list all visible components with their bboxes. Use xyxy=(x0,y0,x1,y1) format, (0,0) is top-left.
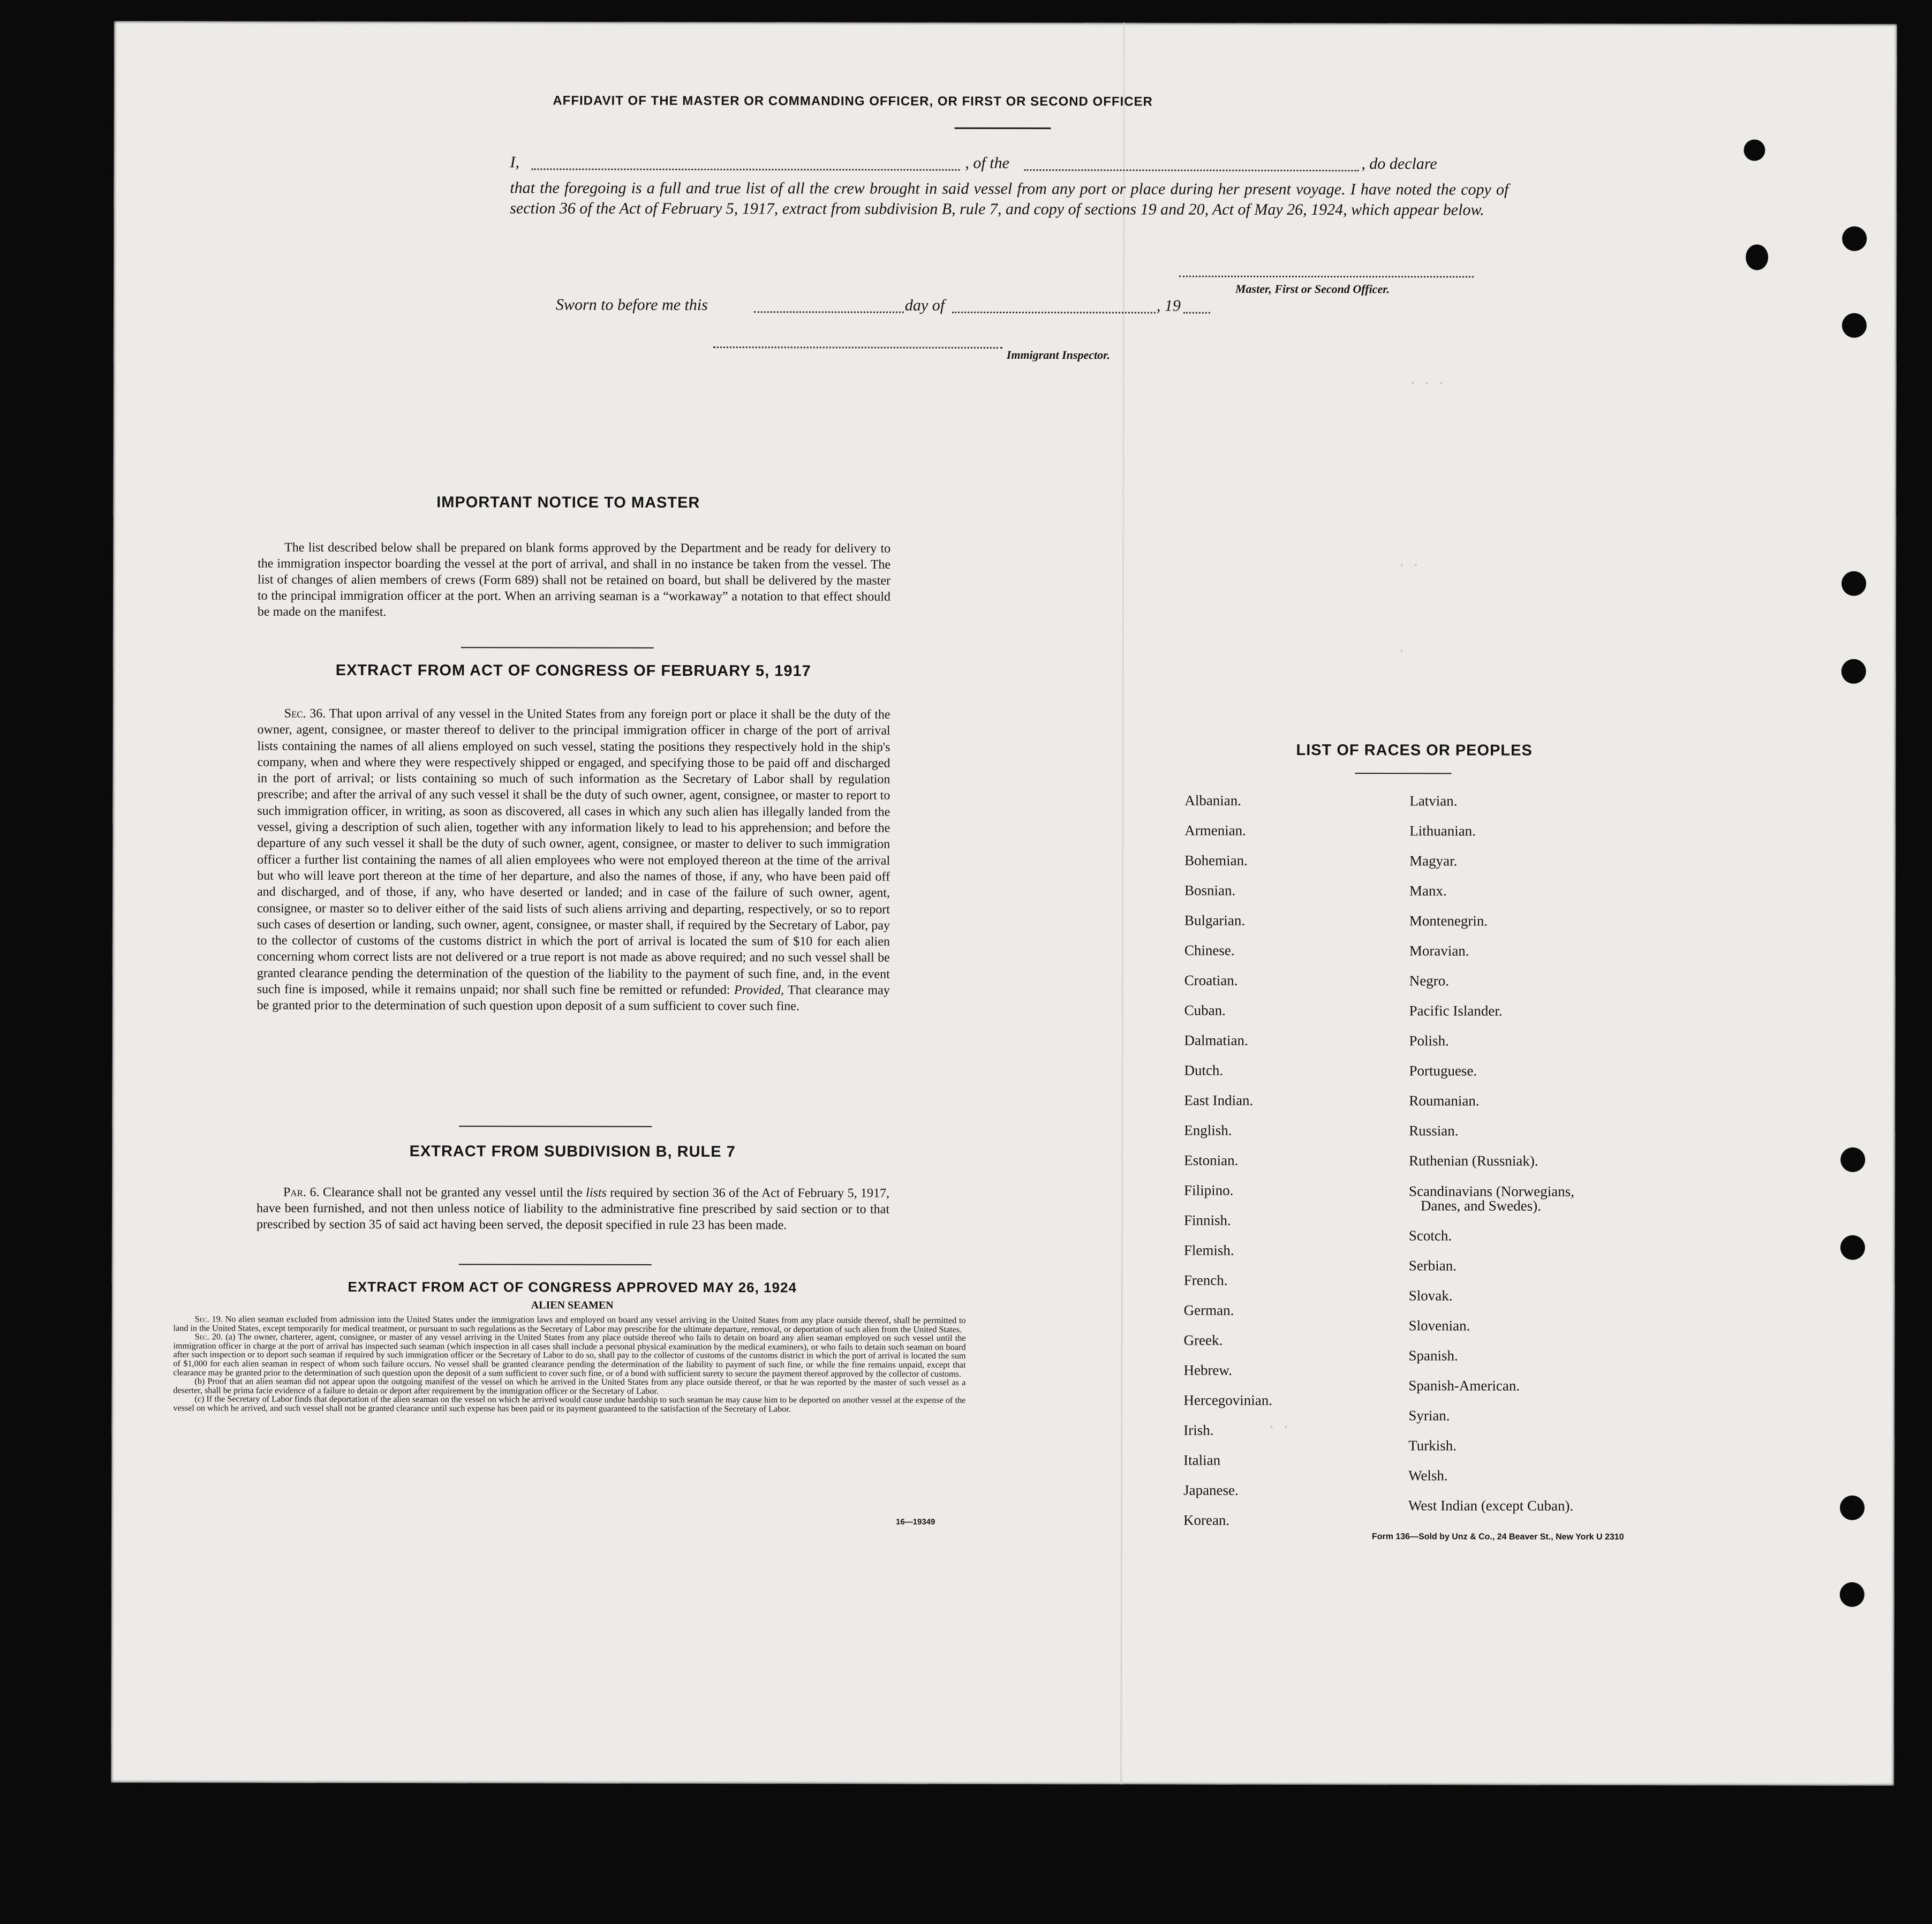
bleed-through-mark: · · xyxy=(1398,559,1420,572)
act1924-body xyxy=(173,1315,965,1414)
race-item: Italian xyxy=(1183,1452,1221,1468)
act1924-title: EXTRACT FROM ACT OF CONGRESS APPROVED MAY 26, 1924 xyxy=(348,1278,797,1296)
section-36-text-a: That upon arrival of any vessel in the United States from any foreign port or place it shall be the duty of the owner, agent, consignee, or master thereof to deliver to the principal immigration officer in charge of the port of arrival lists containing the names of all aliens employed on such vessel, stating the positions they respectively hold in the ship's company, when and where they were respectively shipped or engaged, and specifying those to be paid off and discharged in the port of arrival; or lists containing so much of such information as the Secretary of Labor shall by regulation prescribe; and after the arrival of any such vessel it shall be the duty of such owner, agent, consignee, or master to report to such immigration officer, in writing, as soon as discovered, all cases in which any such alien has illegally landed from the vessel, giving a description of such alien, together with any information likely to lead to his apprehension; and before the departure of any such vessel it shall be the duty of such owner, agent, consignee, or master to deliver to such immigration officer a further list containing the names of all alien employees who were not employed thereon at the time of the arrival but who will leave port thereon at the time of her departure, and also the names of those, if any, who have been paid off and discharged, and of those, if any, who have deserted or landed; and in case of the failure of such owner, agent, consignee, or master so to deliver either of the said lists of such aliens arriving and departing, respectively, or so to report such cases of desertion or landing, such owner, agent, consignee, or master shall, if required by the Secretary of Labor, pay to the collector of customs of the customs district in which the port of arrival is located the sum of $10 for each alien concerning whom correct lists are not delivered or a true report is not made as above required; and no such vessel shall be granted clearance pending the determination of the question of the liability to the payment of such fine, and, in the event such fine is imposed, while it remains unpaid; nor shall such fine be remitted or refunded: xyxy=(256,706,890,998)
race-item: Bosnian. xyxy=(1184,882,1236,899)
section-36-label: Sec. 36. xyxy=(284,706,326,721)
rule7-text-b: required by section 36 of the Act of February 5, 1917, have been furnished, and not then unless notice of liability to the administrative fine prescribed by said section or to that prescribed by section 35 of said act having been served, the deposit specified in rule 23 has been made. xyxy=(256,1186,890,1233)
sworn-text: Sworn to before me this xyxy=(555,296,708,314)
race-item: Dutch. xyxy=(1184,1062,1224,1078)
race-item: German. xyxy=(1183,1302,1234,1318)
race-item: Russian. xyxy=(1409,1122,1459,1139)
sec-19-text: No alien seaman excluded from admission into the United States under the immigration laws and employed on board any vessel arriving in the United States from any place outside thereof, shall be permitted to land in the United States, except temporarily for medical treatment, or pursuant to such regulations as the Secretary of Labor may prescribe for the ultimate departure, removal, or deportation of such alien from the United States. xyxy=(173,1314,966,1334)
title-rule xyxy=(955,127,1051,129)
inspector-blank xyxy=(713,346,1002,349)
race-item: Japanese. xyxy=(1183,1482,1239,1498)
binder-hole xyxy=(1842,227,1867,251)
bleed-through-mark: · xyxy=(1398,644,1406,658)
rule7-title: EXTRACT FROM SUBDIVISION B, RULE 7 xyxy=(409,1143,736,1161)
binder-hole xyxy=(1840,1496,1865,1520)
race-item: Slovenian. xyxy=(1408,1317,1470,1334)
binder-hole xyxy=(1842,313,1867,338)
race-item: Spanish-American. xyxy=(1408,1377,1520,1394)
bleed-through-mark: · · xyxy=(1268,1420,1289,1434)
section-36-text-b: That clearance may be granted prior to the determination of such question upon deposit of a sum sufficient to cover such fine. xyxy=(256,983,890,1014)
race-item: Spanish. xyxy=(1408,1347,1458,1364)
affidavit-body: that the foregoing is a full and true list of all the crew brought in said vessel from any port or place during her present voyage. I have noted the copy of section 36 of the Act of February 5, 1917, extract from subdivision B, rule 7, and copy of sections 19 and 20, Act of May 26, 1924, which appear below. xyxy=(510,179,1509,219)
race-item: East Indian. xyxy=(1184,1092,1254,1108)
race-item: Scandinavians (Norwegians, xyxy=(1409,1183,1575,1199)
extract-1917-body xyxy=(257,706,890,1015)
inspector-caption: Immigrant Inspector. xyxy=(1006,348,1110,362)
race-item: Korean. xyxy=(1183,1512,1230,1528)
rule7-body xyxy=(256,1184,889,1234)
race-item: Estonian. xyxy=(1184,1152,1239,1168)
race-item: Turkish. xyxy=(1408,1437,1457,1454)
race-item: West Indian (except Cuban). xyxy=(1408,1497,1574,1514)
race-item: English. xyxy=(1184,1122,1232,1138)
affidavit-i: I, xyxy=(510,153,519,171)
year-text: , 19 xyxy=(1156,297,1181,315)
race-item: Slovak. xyxy=(1408,1287,1453,1304)
affidavit-line1 xyxy=(510,153,1618,173)
sec-19-label: Sec. 19. xyxy=(194,1314,223,1324)
race-item: Negro. xyxy=(1409,972,1450,989)
notice-title: IMPORTANT NOTICE TO MASTER xyxy=(436,494,700,512)
month-blank xyxy=(952,312,1156,314)
race-item: Polish. xyxy=(1409,1032,1449,1049)
year-blank xyxy=(1183,312,1210,314)
races-right-column xyxy=(1408,786,1677,1521)
day-of-text: day of xyxy=(904,296,945,314)
document-page xyxy=(111,21,1897,1786)
race-item: Irish. xyxy=(1183,1422,1214,1438)
rule7-text-a: Clearance shall not be granted any vessel until the xyxy=(322,1185,583,1200)
sworn-line xyxy=(555,296,1305,315)
section-rule-2 xyxy=(459,1126,652,1127)
race-item: Montenegrin. xyxy=(1409,912,1488,929)
signature-blank xyxy=(1179,276,1474,278)
race-item: Syrian. xyxy=(1408,1407,1450,1424)
race-item: Armenian. xyxy=(1184,822,1246,839)
race-item: Chinese. xyxy=(1184,942,1235,959)
sec-20b-text: (b) Proof that an alien seaman did not appear upon the outgoing manifest of the vessel on which he arrived in the United States from any place outside thereof, or that he was reported by the master of such vessel as a deserter, shall be prima facie evidence of a failure to detain or deport after requirement by the immigration officer or the Secretary of Labor. xyxy=(173,1376,966,1396)
race-item: Serbian. xyxy=(1408,1257,1457,1274)
act1924-subtitle: ALIEN SEAMEN xyxy=(531,1299,614,1311)
race-item: Bulgarian. xyxy=(1184,912,1246,929)
race-item: Roumanian. xyxy=(1409,1092,1480,1109)
binder-hole xyxy=(1746,244,1768,270)
section-rule xyxy=(461,647,654,648)
race-item: Scotch. xyxy=(1408,1227,1452,1244)
affidavit-declare: , do declare xyxy=(1361,155,1437,173)
race-item: Filipino. xyxy=(1184,1182,1234,1198)
race-item: Magyar. xyxy=(1409,852,1458,869)
proviso-word: Provided, xyxy=(734,983,784,998)
race-item: Manx. xyxy=(1409,882,1447,899)
sec-20c-text: (c) If the Secretary of Labor finds that deportation of the alien seaman on the vessel on which he arrived would cause undue hardship to such seaman he may cause him to be deported on another vessel at the expense of the vessel on which he arrived, and such vessel shall not be granted clearance until such expense has been paid or its payment guaranteed to the satisfaction of the Secretary of Labor. xyxy=(173,1394,966,1414)
race-item: Hercegovinian. xyxy=(1183,1392,1273,1408)
binder-hole xyxy=(1842,571,1866,596)
race-item: Hebrew. xyxy=(1183,1362,1232,1378)
vessel-blank xyxy=(1024,169,1359,171)
affidavit-ofthe: , of the xyxy=(965,154,1009,172)
bleed-through-mark: · · · xyxy=(1409,376,1445,390)
race-item: Ruthenian (Russniak). xyxy=(1409,1152,1538,1169)
races-left-column xyxy=(1183,786,1399,1536)
race-item: Croatian. xyxy=(1184,972,1238,989)
race-item: Pacific Islander. xyxy=(1409,1002,1503,1019)
binder-hole xyxy=(1840,1148,1865,1172)
race-item: Danes, and Swedes). xyxy=(1420,1197,1541,1214)
race-item: Cuban. xyxy=(1184,1002,1226,1018)
name-blank xyxy=(531,168,960,170)
section-rule-3 xyxy=(459,1264,652,1265)
binder-hole xyxy=(1842,659,1866,684)
race-item: Latvian. xyxy=(1409,793,1458,809)
binder-hole xyxy=(1840,1582,1865,1607)
fold-line xyxy=(1120,22,1125,1784)
form-note: Form 136—Sold by Unz & Co., 24 Beaver St., New York U 2310 xyxy=(1371,1532,1624,1542)
sec-20-label: Sec. 20. xyxy=(194,1332,223,1342)
binder-hole xyxy=(1744,139,1765,161)
race-item: Albanian. xyxy=(1184,792,1242,809)
race-item: Lithuanian. xyxy=(1409,823,1476,839)
signature-caption: Master, First or Second Officer. xyxy=(1235,282,1390,296)
races-title: LIST OF RACES OR PEOPLES xyxy=(1296,741,1533,759)
binder-hole xyxy=(1840,1235,1865,1260)
race-item: Dalmatian. xyxy=(1184,1032,1248,1048)
par-6-label: Par. 6. xyxy=(283,1185,320,1199)
notice-body: The list described below shall be prepared on blank forms approved by the Department and be ready for delivery to the immigration inspector boarding the vessel at the port of arrival, and shall in no instance be taken from the vessel. The list of changes of alien members of crews (Form 689) shall not be retained on board, but shall be delivered by the master to the principal immigration officer at the port. When an arriving seaman is a “workaway” a notation to that effect should be made on the manifest. xyxy=(257,540,891,619)
races-rule xyxy=(1355,773,1451,774)
race-item: Finnish. xyxy=(1183,1212,1231,1228)
lists-word: lists xyxy=(586,1186,607,1200)
race-item: Welsh. xyxy=(1408,1467,1448,1484)
sec-20a-text: (a) The owner, charterer, agent, consignee, or master of any vessel arriving in the United States from any place outside thereof who fails to detain on board any alien seaman employed on such vessel until the immigration officer in charge at the port of arrival has inspected such seaman (which inspection in all cases shall include a personal physical examination by the medical examiners), or who fails to detain such seaman on board after such inspection or to deport such seaman if required by such immigration officer or the Secretary of Labor to do so, shall pay to the collector of customs of the customs district in which the port of arrival is located the sum of $1,000 for each alien seaman in respect of whom such failure occurs. No vessel shall be granted clearance pending the determination of the liability to payment of such fine, or while the fine remains unpaid, except that clearance may be granted prior to the determination of such question upon the deposit of a sum sufficient to cover such fine, or of a bond with sufficient surety to secure the payment thereof approved by the collector of customs. xyxy=(173,1332,966,1379)
print-code: 16—19349 xyxy=(895,1517,935,1527)
race-item: French. xyxy=(1183,1272,1228,1288)
race-item: Flemish. xyxy=(1183,1242,1234,1258)
race-item: Portuguese. xyxy=(1409,1062,1477,1079)
affidavit-title: AFFIDAVIT OF THE MASTER OR COMMANDING OFFICER, OR FIRST OR SECOND OFFICER xyxy=(553,93,1153,109)
day-blank xyxy=(754,311,904,313)
extract-1917-title: EXTRACT FROM ACT OF CONGRESS OF FEBRUARY 5, 1917 xyxy=(335,661,811,680)
race-item: Greek. xyxy=(1183,1332,1223,1348)
race-item: Bohemian. xyxy=(1184,852,1248,869)
race-item: Moravian. xyxy=(1409,942,1469,959)
